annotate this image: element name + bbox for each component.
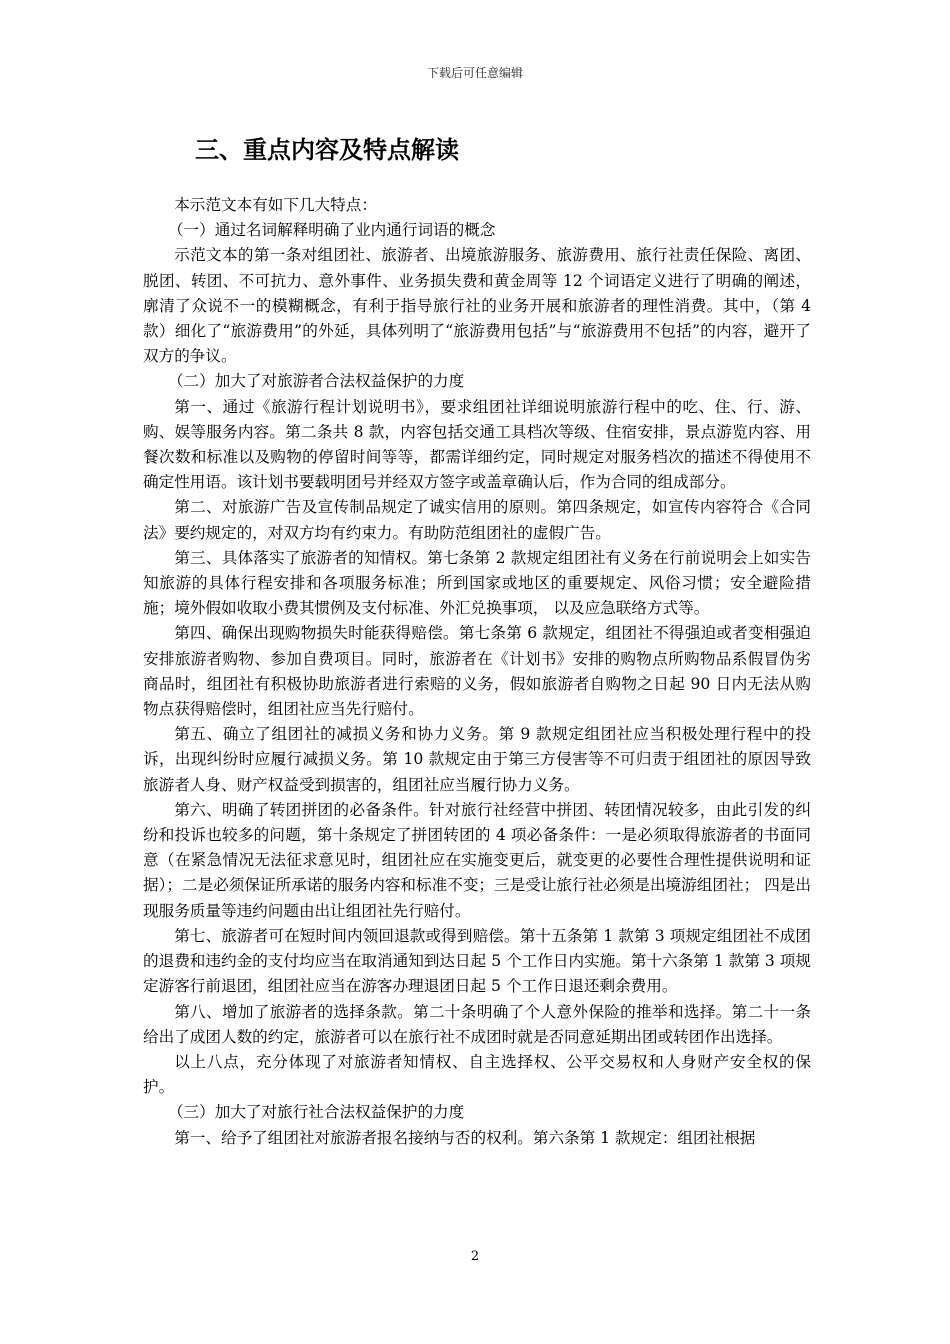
paragraph-point-3: 第三、具体落实了旅游者的知情权。第七条第 2 款规定组团社有义务在行前说明会上如实告知旅游的具体行程安排和各项服务标准；所到国家或地区的重要规定、风俗习惯；安全避险措施；境外假如收取小费其惯例及支付标准、外汇兑换事项， 以及应急联络方式等。 (143, 548, 811, 618)
document-body (143, 193, 811, 1151)
paragraph-point-6: 第六、明确了转团拼团的必备条件。针对旅行社经营中拼团、转团情况较多，由此引发的纠纷和投诉也较多的问题，第十条规定了拼团转团的 4 项必备条件：一是必须取得旅游者的书面同意（在紧急情况无法征求意见时，组团社应在实施变更后，就变更的必要性合理性提供说明和证据）；二是必须保证所承诺的服务内容和标准不变；三是受让旅行社必须是出境游组团社； 四是出现服务质量等违约问题由出让组团社先行赔付。 (143, 800, 811, 920)
paragraph-point-7: 第七、旅游者可在短时间内领回退款或得到赔偿。第十五条第 1 款第 3 项规定组团社不成团的退费和违约金的支付均应当在取消通知到达日起 5 个工作日内实施。第十六条第 1 款第 3 项规定游客行前退团，组团社应当在游客办理退团日起 5 个工作日退还剩余费用。 (143, 926, 811, 996)
page-header: 下载后可任意编辑 (426, 66, 523, 80)
page-number: 2 (470, 1249, 480, 1264)
paragraph-point-1: 第一、通过《旅游行程计划说明书》，要求组团社详细说明旅游行程中的吃、住、行、游、购、娱等服务内容。第二条共 8 款，内容包括交通工具档次等级、住宿安排，景点游览内容、用餐次数和标准以及购物的停留时间等等，都需详细约定，同时规定对服务档次的描述不得使用不确定性用语。该计划书要载明团号并经双方签字或盖章确认后，作为合同的组成部分。 (143, 397, 811, 492)
paragraph-point-4: 第四、确保出现购物损失时能获得赔偿。第七条第 6 款规定，组团社不得强迫或者变相强迫安排旅游者购物、参加自费项目。同时，旅游者在《计划书》安排的购物点所购物品系假冒伪劣商品时，组团社有积极协助旅游者进行索赔的义务，假如旅游者自购物之日起 90 日内无法从购物点获得赔偿时，组团社应当先行赔付。 (143, 624, 811, 719)
subsection-heading-1: （一）通过名词解释明确了业内通行词语的概念 (167, 221, 496, 240)
paragraph-intro: 本示范文本有如下几大特点： (174, 196, 377, 214)
paragraph-agency-point-1: 第一、给予了组团社对旅游者报名接纳与否的权利。第六条第 1 款规定：组团社根据 (174, 1128, 756, 1147)
paragraph-summary: 以上八点，充分体现了对旅游者知情权、自主选择权、公平交易权和人身财产安全权的保护。 (143, 1052, 811, 1097)
paragraph-point-8: 第八、增加了旅游者的选择条款。第二十条明确了个人意外保险的推举和选择。第二十一条给出了成团人数的约定，旅游者可以在旅行社不成团时就是否同意延期出团或转团作出选择。 (143, 1002, 811, 1046)
section-title: 三、重点内容及特点解读 (195, 136, 459, 164)
subsection-heading-2: （二）加大了对旅游者合法权益保护的力度 (167, 372, 465, 391)
paragraph-point-5: 第五、确立了组团社的减损义务和协力义务。第 9 款规定组团社应当积极处理行程中的投诉，出现纠纷时应履行减损义务。第 10 款规定由于第三方侵害等不可归责于组团社的原因导致旅游者人身、财产权益受到损害的，组团社应当履行协力义务。 (143, 725, 811, 794)
paragraph-point-2: 第二、对旅游广告及宣传制品规定了诚实信用的原则。第四条规定，如宣传内容符合《合同法》要约规定的，对双方均有约束力。有助防范组团社的虚假广告。 (143, 498, 811, 542)
paragraph-definitions: 示范文本的第一条对组团社、旅游者、出境旅游服务、旅游费用、旅行社责任保险、离团、脱团、转团、不可抗力、意外事件、业务损失费和黄金周等 12 个词语定义进行了明确的阐述，廓清了众说不一的模糊概念，有利于指导旅行社的业务开展和旅游者的理性消费。其中，（第 4 款）细化了“旅游费用”的外延，具体列明了“旅游费用包括”与“旅游费用不包括”的内容，避开了双方的争议。 (143, 246, 811, 366)
subsection-heading-3: （三）加大了对旅行社合法权益保护的力度 (167, 1103, 465, 1122)
